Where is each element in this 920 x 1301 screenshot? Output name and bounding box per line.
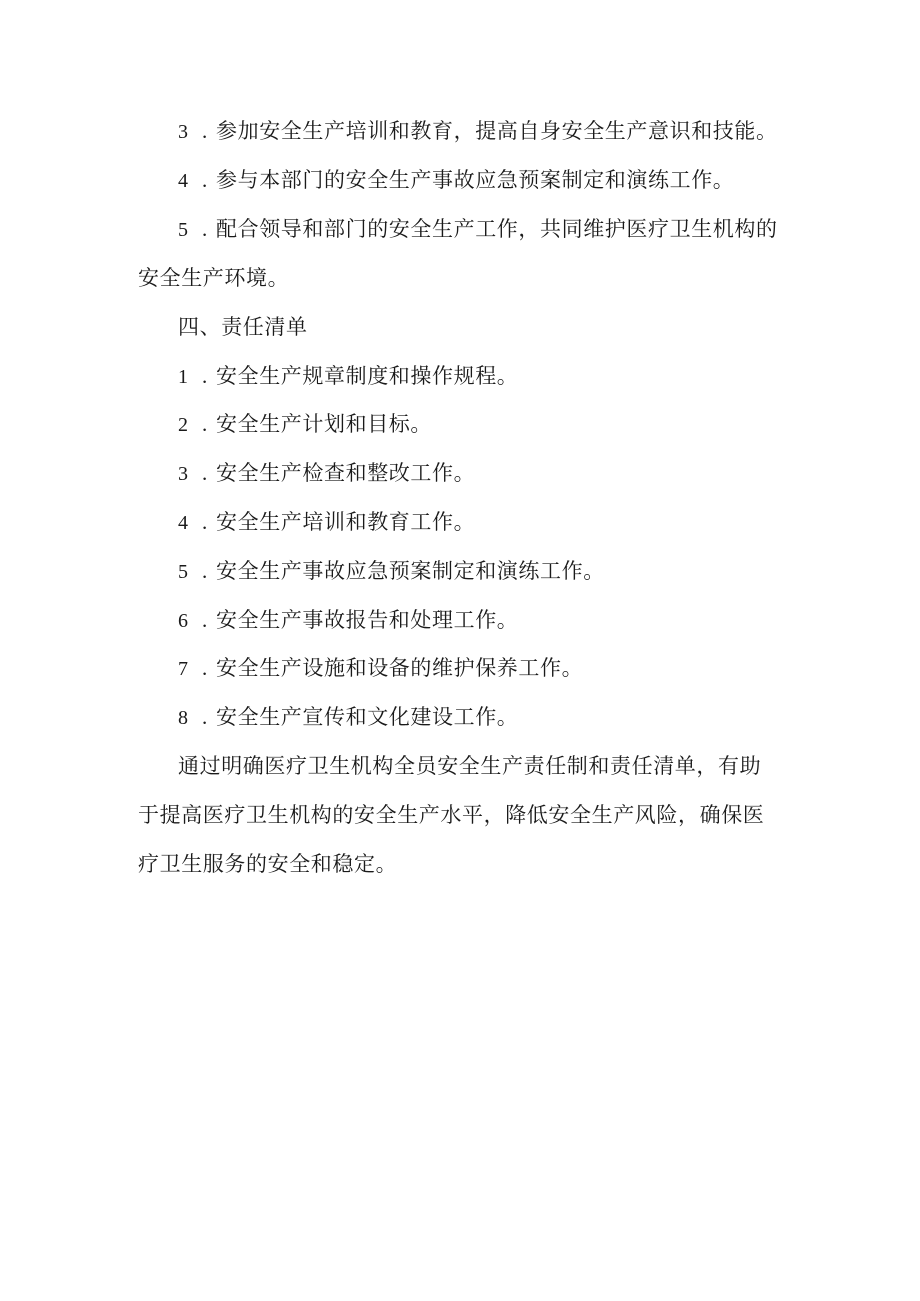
item-dot: .	[202, 705, 208, 729]
item-text: 配合领导和部门的安全生产工作，共同维护医疗卫生机构的	[216, 217, 778, 241]
item-number: 8	[178, 707, 189, 729]
section-heading-text: 四、责任清单	[178, 315, 308, 339]
list-item-6	[0, 605, 920, 636]
item-text: 安全生产设施和设备的维护保养工作。	[216, 656, 584, 680]
conclusion-text: 疗卫生服务的安全和稳定。	[138, 852, 398, 876]
item-text: 安全生产检查和整改工作。	[216, 461, 476, 485]
item-text: 安全生产宣传和文化建设工作。	[216, 705, 519, 729]
conclusion-line-3	[0, 849, 920, 879]
conclusion-text: 通过明确医疗卫生机构全员安全生产责任制和责任清单，有助	[178, 754, 762, 778]
list-item-4	[0, 507, 920, 538]
item-number: 1	[178, 366, 189, 388]
item-number: 4	[178, 512, 189, 534]
list-item-3	[0, 458, 920, 489]
item-number: 3	[178, 121, 189, 143]
list-item-1	[0, 361, 920, 392]
conclusion-line-2	[0, 800, 920, 830]
duty-item-3	[0, 116, 920, 147]
list-item-2	[0, 409, 920, 440]
item-number: 6	[178, 610, 189, 632]
duty-item-5-continuation	[0, 263, 920, 293]
item-dot: .	[202, 217, 208, 241]
item-dot: .	[202, 559, 208, 583]
item-text: 参与本部门的安全生产事故应急预案制定和演练工作。	[216, 168, 735, 192]
item-number: 5	[178, 219, 189, 241]
duty-item-4	[0, 165, 920, 196]
item-dot: .	[202, 461, 208, 485]
item-dot: .	[202, 412, 208, 436]
conclusion-line-1	[0, 751, 920, 781]
item-dot: .	[202, 119, 208, 143]
list-item-8	[0, 702, 920, 733]
item-dot: .	[202, 168, 208, 192]
item-number: 4	[178, 170, 189, 192]
item-text: 安全生产事故应急预案制定和演练工作。	[216, 559, 605, 583]
duty-item-5	[0, 214, 920, 245]
item-text: 安全生产事故报告和处理工作。	[216, 608, 519, 632]
item-number: 2	[178, 414, 189, 436]
item-text: 参加安全生产培训和教育，提高自身安全生产意识和技能。	[216, 119, 778, 143]
list-item-5	[0, 556, 920, 587]
item-number: 7	[178, 658, 189, 680]
item-dot: .	[202, 510, 208, 534]
item-dot: .	[202, 656, 208, 680]
item-dot: .	[202, 608, 208, 632]
item-dot: .	[202, 364, 208, 388]
conclusion-text: 于提高医疗卫生机构的安全生产水平，降低安全生产风险，确保医	[138, 803, 765, 827]
item-text: 安全生产培训和教育工作。	[216, 510, 476, 534]
section-heading	[0, 312, 920, 342]
item-text-continuation: 安全生产环境。	[138, 266, 290, 290]
item-number: 3	[178, 463, 189, 485]
item-text: 安全生产计划和目标。	[216, 412, 432, 436]
item-number: 5	[178, 561, 189, 583]
item-text: 安全生产规章制度和操作规程。	[216, 364, 519, 388]
list-item-7	[0, 653, 920, 684]
